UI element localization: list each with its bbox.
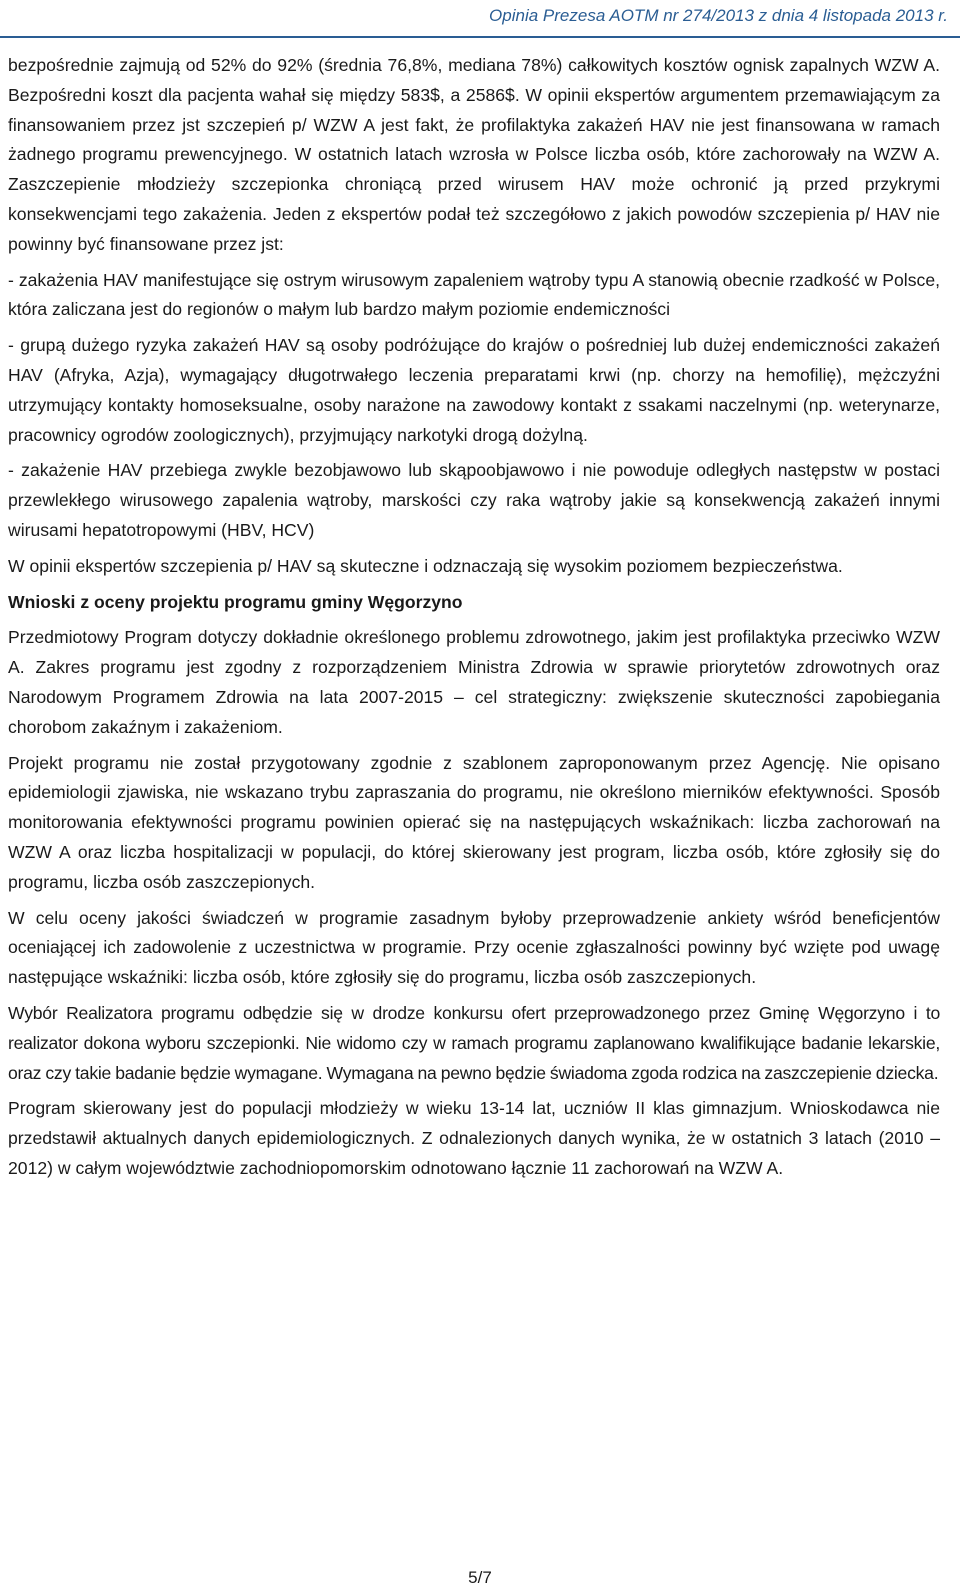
page-number: 5/7 <box>468 1568 492 1587</box>
paragraph-efficacy: W opinii ekspertów szczepienia p/ HAV są skuteczne i odznaczają się wysokim poziomem bezpieczeństwa. <box>8 555 843 576</box>
paragraph-opinions: bezpośrednie zajmują od 52% do 92% (średnia 76,8%, mediana 78%) całkowitych kosztów ognisk zapalnych WZW A. Bezpośredni koszt dla pacjenta wahał się między 583$, a 2586$. W opinii ekspertów argumentem przemawiającym za finansowaniem przez jst szczepień p/ WZW A jest fakt, że profilaktyka zakażeń HAV nie jest finansowana w ramach żadnego programu prewencyjnego. W ostatnich latach wzrosła w Polsce liczba osób, które zachorowały na WZW A. Zaszczepienie młodzieży szczepionka chroniącą przed wirusem HAV może ochronić ją przed przykrymi konsekwencjami tego zakażenia. Jeden z ekspertów podał też szczegółowo z jakich powodów szczepienia p/ HAV nie powinny być finansowane przez jst: <box>8 55 940 254</box>
paragraph-quality: W celu oceny jakości świadczeń w programie zasadnym byłoby przeprowadzenie ankiety wśród beneficjentów oceniającej ich zadowolenie z uczestnictwa w programie. Przy ocenie zgłaszalności powinny być wzięte pod uwagę następujące wskaźniki: liczba osób, które zgłosiły się do programu, liczba osób zaszczepionych. <box>8 907 940 988</box>
paragraph-template: Projekt programu nie został przygotowany zgodnie z szablonem zaproponowanym przez Agencję. Nie opisano epidemiologii zjawiska, nie wskazano trybu zapraszania do programu, nie określono mierników efektywności. Sposób monitorowania efektywności programu powinien opierać się na następujących wskaźnikach: liczba zachorowań na WZW A oraz liczba hospitalizacji w populacji, do której skierowany jest program, liczba osób, które zgłosiły się do programu, liczba osób zaszczepionych. <box>8 752 940 892</box>
paragraph-population: Program skierowany jest do populacji młodzieży w wieku 13-14 lat, uczniów II klas gimnazjum. Wnioskodawca nie przedstawił aktualnych danych epidemiologicznych. Z odnalezionych danych wynika, że w ostatnich 3 latach (2010 – 2012) w całym województwie zachodniopomorskim odnotowano łącznie 11 zachorowań na WZW A. <box>8 1098 940 1178</box>
header-title: Opinia Prezesa AOTM nr 274/2013 z dnia 4 listopada 2013 r. <box>489 6 948 25</box>
paragraph-program-scope: Przedmiotowy Program dotyczy dokładnie określonego problemu zdrowotnego, jakim jest profilaktyka przeciwko WZW A. Zakres programu jest zgodny z rozporządzeniem Ministra Zdrowia w sprawie priorytetów zdrowotnych oraz Narodowym Programem Zdrowia na lata 2007-2015 – cel strategiczny: zwiększenie skuteczności zapobiegania chorobom zakaźnym i zakażeniom. <box>8 627 940 737</box>
bullet-asymptomatic: - zakażenie HAV przebiega zwykle bezobjawowo lub skąpoobjawowo i nie powoduje odległych następstw w postaci przewlekłego wirusowego zapalenia wątroby, marskości czy raka wątroby jakie są konsekwencją zakażeń innymi wirusami hepatotropowymi (HBV, HCV) <box>8 460 940 540</box>
document-body <box>8 51 940 1184</box>
paragraph-contractor: Wybór Realizatora programu odbędzie się w drodze konkursu ofert przeprowadzonego przez Gminę Węgorzyno i to realizator dokona wyboru szczepionki. Nie widomo czy w ramach programu zaplanowano kwalifikujące badanie lekarskie, oraz czy takie badanie będzie wymagane. Wymagana na pewno będzie świadoma zgoda rodzica na zaszczepienie dziecka. <box>8 1002 940 1083</box>
header-divider <box>0 36 960 38</box>
section-heading: Wnioski z oceny projektu programu gminy Węgorzyno <box>8 591 463 612</box>
page-header <box>0 0 960 38</box>
bullet-risk-groups: - grupą dużego ryzyka zakażeń HAV są osoby podróżujące do krajów o pośredniej lub dużej endemiczności zakażeń HAV (Afryka, Azja), wymagający długotrwałego leczenia preparatami krwi (np. chorzy na hemofilię), mężczyźni utrzymujący kontakty homoseksualne, osoby narażone na zawodowy kontakt z ssakami naczelnymi (np. weterynarze, pracownicy ogrodów zoologicznych), przyjmujący narkotyki drogą dożylną. <box>8 335 940 445</box>
bullet-rare-in-poland: - zakażenia HAV manifestujące się ostrym wirusowym zapaleniem wątroby typu A stanowią obecnie rzadkość w Polsce, która zaliczana jest do regionów o małym lub bardzo małym poziomie endemiczności <box>8 269 940 320</box>
